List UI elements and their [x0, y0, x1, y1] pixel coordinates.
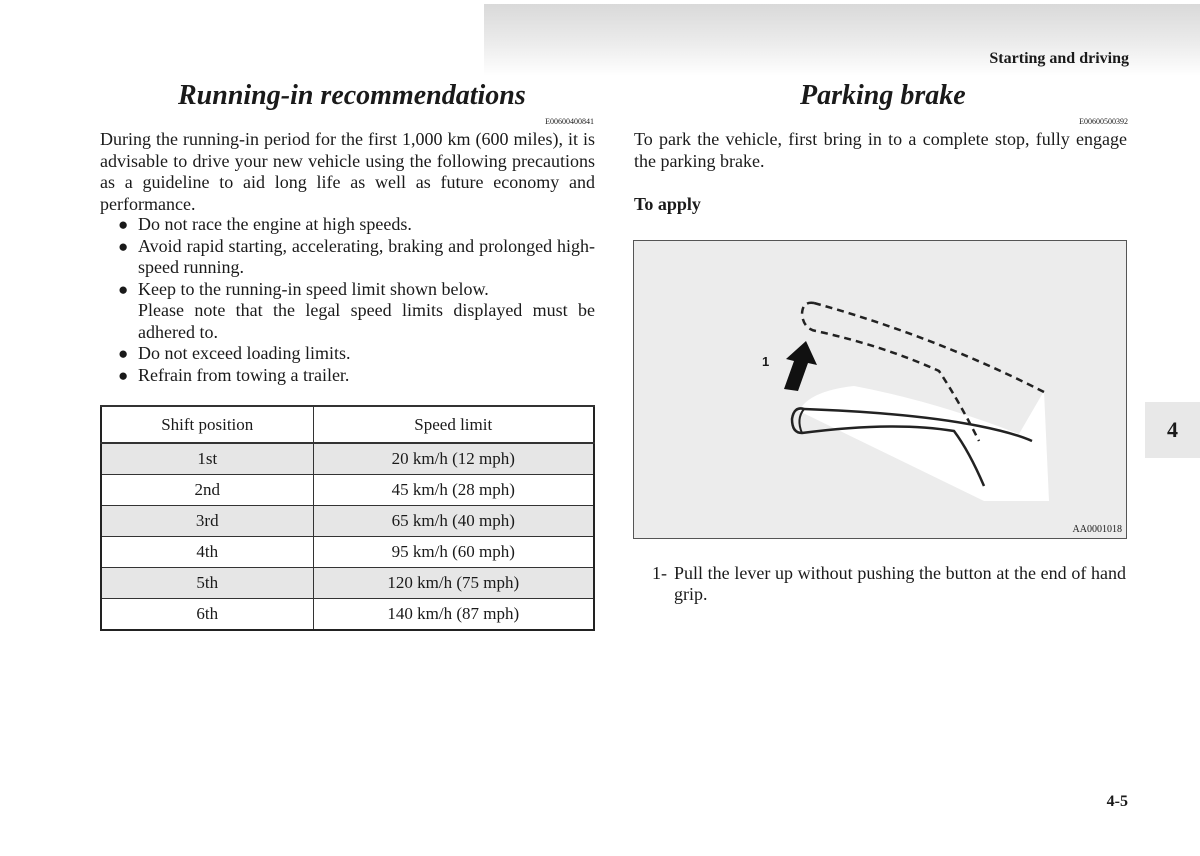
parking-brake-figure [633, 240, 1127, 539]
parking-brake-intro: To park the vehicle, first bring in to a complete stop, fully engage the parking brake. [634, 129, 1127, 171]
running-in-title: Running-in recommendations [178, 80, 526, 111]
precaution-list [118, 214, 595, 386]
speed-cell: 20 km/h (12 mph) [313, 443, 594, 475]
column-header-speed: Speed limit [313, 406, 594, 443]
shift-cell: 3rd [101, 506, 313, 537]
figure-callout-1: 1 [762, 354, 770, 369]
list-item [118, 214, 595, 236]
caption-text: Pull the lever up without pushing the button at the end of hand grip. [674, 563, 1126, 604]
table-row [101, 475, 594, 506]
column-header-shift: Shift position [101, 406, 313, 443]
list-item [118, 236, 595, 279]
speed-cell: 95 km/h (60 mph) [313, 537, 594, 568]
table-row [101, 537, 594, 568]
shift-cell: 6th [101, 599, 313, 631]
table-row [101, 443, 594, 475]
shift-cell: 1st [101, 443, 313, 475]
lever-raised-top-edge [814, 303, 1046, 393]
chapter-tab: 4 [1145, 402, 1200, 458]
bullet-icon: ● [118, 344, 129, 363]
running-in-intro: During the running-in period for the first 1,000 km (600 miles), it is advisable to drive your new vehicle using the following precautions as a guideline to aid long life as well as future economy and performance. [100, 129, 595, 214]
table-row [101, 568, 594, 599]
parking-brake-code: E00600500392 [1079, 117, 1128, 126]
table-row [101, 599, 594, 631]
speed-cell: 140 km/h (87 mph) [313, 599, 594, 631]
list-item [118, 365, 595, 387]
figure-code: AA0001018 [1072, 524, 1122, 535]
lever-backdrop [799, 386, 1049, 501]
running-header: Starting and driving [989, 50, 1129, 67]
figure-caption [652, 563, 1126, 605]
bullet-text: Do not race the engine at high speeds. [138, 214, 412, 234]
speed-limit-table [100, 405, 595, 631]
bullet-icon: ● [118, 279, 129, 299]
bullet-icon: ● [118, 365, 129, 385]
parking-brake-title: Parking brake [800, 80, 966, 111]
bullet-text: Do not exceed loading limits. [138, 343, 351, 363]
page-number: 4-5 [1106, 793, 1128, 810]
speed-cell: 65 km/h (40 mph) [313, 506, 594, 537]
caption-number: 1- [652, 563, 667, 583]
bullet-text: Keep to the running-in speed limit shown below. [138, 278, 489, 299]
parking-brake-illustration [634, 241, 1128, 540]
bullet-text: Refrain from towing a trailer. [138, 364, 350, 385]
bullet-text: Avoid rapid starting, accelerating, braking and prolonged high-speed running. [138, 235, 595, 277]
speed-cell: 45 km/h (28 mph) [313, 475, 594, 506]
bullet-icon: ● [118, 236, 129, 256]
table-row [101, 506, 594, 537]
shift-cell: 5th [101, 568, 313, 599]
table-header-row [101, 406, 594, 443]
list-item [118, 343, 595, 365]
to-apply-heading: To apply [634, 194, 701, 214]
running-in-code: E00600400841 [545, 117, 594, 126]
bullet-icon: ● [118, 215, 129, 234]
speed-cell: 120 km/h (75 mph) [313, 568, 594, 599]
list-item [118, 279, 595, 301]
speed-limit-note: Please note that the legal speed limits displayed must be adhered to. [138, 300, 595, 342]
shift-cell: 4th [101, 537, 313, 568]
shift-cell: 2nd [101, 475, 313, 506]
pull-up-arrow-icon [784, 341, 817, 391]
